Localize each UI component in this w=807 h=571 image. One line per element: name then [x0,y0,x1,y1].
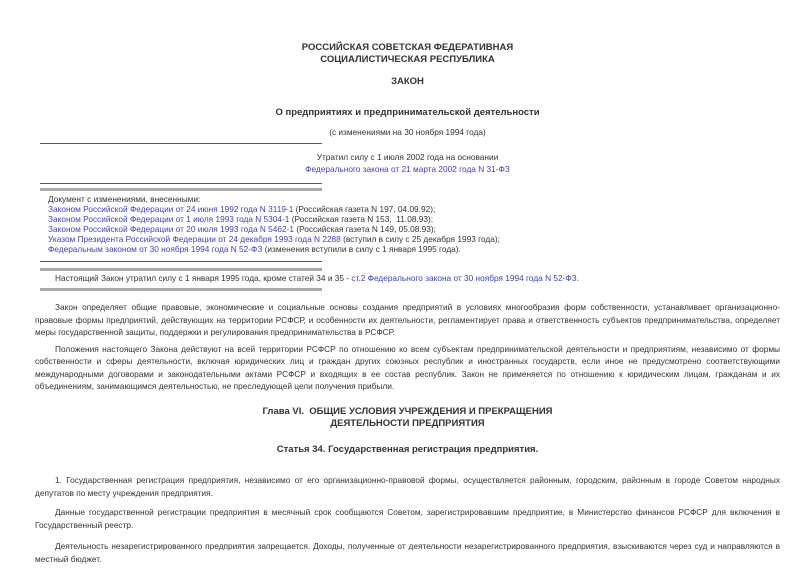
org-name-line2: СОЦИАЛИСТИЧЕСКАЯ РЕСПУБЛИКА [320,54,495,65]
org-name-line1: РОССИЙСКАЯ СОВЕТСКАЯ ФЕДЕРАТИВНАЯ [301,42,514,53]
amendments-block [35,194,780,254]
article-heading: Статья 34. Государственная регистрация предприятия. [276,443,539,455]
doc-type-heading: ЗАКОН [391,76,424,87]
amendment-note: (изменения вступили в силу с 1 января 1995 года). [262,244,461,254]
repeal-law-link[interactable]: ст.2 Федерального закона от 30 ноября 1994 года N 52-ФЗ. [351,273,579,283]
amendment-item [48,244,780,254]
amendment-item [48,234,780,244]
article-paragraph-2: Данные государственной регистрации предприятия в месячный срок сообщаются Советом, зарегистрировавшим предприятие, в Министерство финансов РСФСР для включения в Государственный реестр. [35,507,780,530]
revision-note: (с изменениями на 30 ноября 1994 года) [329,127,486,137]
header-org [35,42,780,66]
expiry-law-link[interactable]: Федерального закона от 21 марта 2002 года N 31-ФЗ [305,164,510,174]
separator-line [40,261,322,262]
amendment-law-link[interactable]: Федеральным законом от 30 ноября 1994 года N 52-ФЗ [48,244,263,254]
chapter-heading-line1: Глава VI. ОБЩИЕ УСЛОВИЯ УЧРЕЖДЕНИЯ И ПРЕКРАЩЕНИЯ [262,405,553,417]
repeal-notice [35,273,780,284]
thick-separator-line [40,188,322,191]
expiry-notice [35,151,780,175]
amendment-law-link[interactable]: Законом Российской Федерации от 20 июля 1993 года N 5462-1 [48,224,295,234]
amendment-law-link[interactable]: Законом Российской Федерации от 1 июля 1993 года N 5304-1 [48,214,290,224]
preamble-paragraph-2: Положения настоящего Закона действуют на всей территории РСФСР по отношению ко всем субъектам предпринимательской деятельности и предприятиям, независимо от формы собственности и сферы деятельности, включая юридических лиц и граждан других союзных республик и иностранных государств, если иное не предусмотрено соответствующими международными договорами и законодательными актами РСФСР и входящих в ее состав республик. Закон не применяется по отношению к юридическим лицам, гражданам и их объединениям, занимающимся деятельностью, не преследующей цели получения прибыли. [35,343,780,391]
amendment-item [48,204,780,214]
amendment-note: (вступил в силу с 25 декабря 1993 года); [340,234,500,244]
amendment-law-link[interactable]: Указом Президента Российской Федерации от 24 декабря 1993 года N 2288 [48,234,341,244]
amendment-note: (Российская газета N 153, 11.08.93); [289,214,434,224]
thick-separator-line [40,268,322,271]
thick-separator-line [40,288,322,291]
amendment-item [48,214,780,224]
repeal-text: Настоящий Закон утратил силу с 1 января 1995 года, кроме статей 34 и 35 - [55,273,352,283]
doc-title: О предприятиях и предпринимательской деятельности [275,107,540,118]
expiry-text: Утратил силу с 1 июля 2002 года на основании [316,152,499,162]
separator-line [40,183,322,184]
chapter-heading [35,406,780,431]
article-paragraph-1: 1. Государственная регистрация предприятия, независимо от его организационно-правовой формы, осуществляется районным, городским, районным в городе Советом народных депутатов по месту учреждения предприятия. [35,475,780,498]
amendments-intro: Документ с изменениями, внесенными: [48,194,201,204]
amendment-note: (Российская газета N 149, 05.08.93); [294,224,436,234]
amendment-note: (Российская газета N 197, 04.09.92); [293,204,436,214]
preamble-paragraph-1: Закон определяет общие правовые, экономические и социальные основы создания предприятий в условиях многообразия форм собственности, устанавливает организационно-правовые формы предприятий, действующих на территории РСФСР, и особенности их деятельности, регламентирует права и ответственность субъектов предпринимательства, определяет меры государственной защиты, поддержки и регулирования предпринимательства в РСФСР. [35,302,780,337]
chapter-heading-line2: ДЕЯТЕЛЬНОСТИ ПРЕДПРИЯТИЯ [330,418,485,429]
amendment-law-link[interactable]: Законом Российской Федерации от 24 июня 1992 года N 3119-1 [48,204,294,214]
separator-line-top [40,143,322,144]
article-paragraph-3: Деятельность незарегистрированного предприятия запрещается. Доходы, полученные от деятельности незарегистрированного предприятия, взыскиваются через суд и направляются в местный бюджет. [35,541,780,564]
amendment-item [48,224,780,234]
